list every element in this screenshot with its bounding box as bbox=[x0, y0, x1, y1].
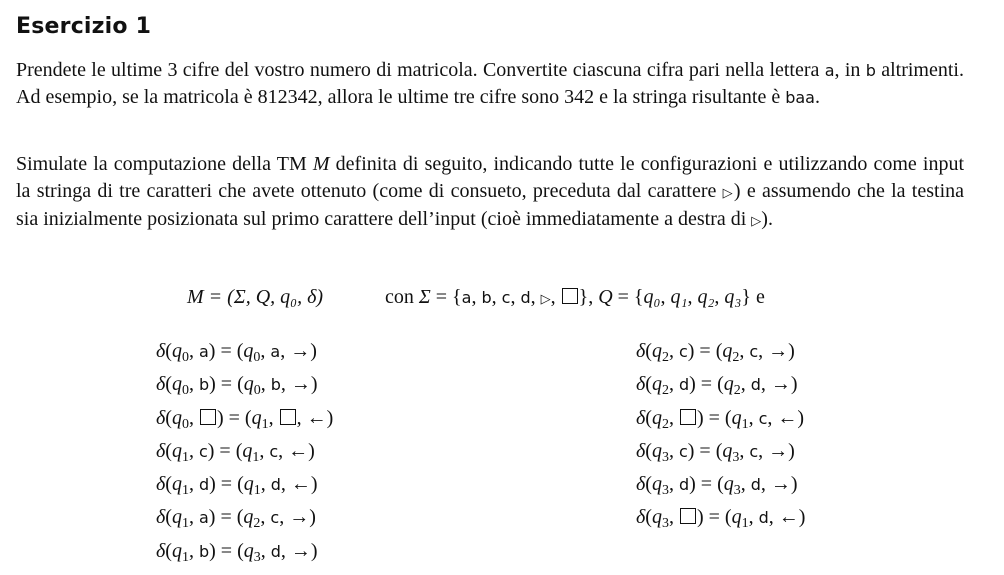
write-symbol: c bbox=[749, 342, 759, 361]
blank-symbol-icon bbox=[562, 288, 578, 304]
move-arrow-icon: → bbox=[768, 439, 789, 462]
conjunction: e bbox=[755, 286, 765, 308]
write-symbol: c bbox=[269, 441, 279, 461]
state-index: 3 bbox=[661, 483, 669, 499]
q-symbol: Q bbox=[598, 286, 613, 308]
next-state-index: 3 bbox=[253, 549, 261, 565]
move-arrow-icon: → bbox=[290, 539, 311, 562]
read-symbol: d bbox=[678, 375, 690, 395]
state-index: 0 bbox=[181, 383, 189, 399]
next-state-index: 1 bbox=[741, 516, 749, 532]
next-state-symbol: q bbox=[723, 373, 734, 396]
delta-symbol: δ bbox=[636, 439, 646, 462]
state-symbol: q₂ bbox=[697, 286, 715, 308]
delta-symbol: δ bbox=[156, 506, 166, 529]
move-arrow-icon: ← bbox=[290, 473, 311, 496]
state-symbol: q bbox=[651, 373, 662, 396]
next-state-symbol: q bbox=[243, 473, 254, 496]
para2-text: definita di seguito, indicando tutte le configurazioni e utilizzando come input la stringa di tre caratteri che avete ottenuto (come di consueto, preceduta dal carattere bbox=[16, 153, 964, 202]
para2-text: ). bbox=[761, 208, 773, 230]
state-symbol: q bbox=[171, 439, 182, 462]
write-symbol: a bbox=[270, 342, 281, 361]
alphabet-symbol: b bbox=[481, 288, 492, 307]
delta-symbol: δ bbox=[636, 340, 646, 362]
move-arrow-icon: ← bbox=[778, 506, 799, 529]
read-symbol: c bbox=[678, 342, 688, 361]
state-symbol: q bbox=[171, 406, 182, 429]
state-symbol: q bbox=[651, 340, 662, 362]
state-symbol: q bbox=[651, 473, 662, 496]
transition-rule: $\delta(q_3$, ) = ($q_1$, d, ←) bbox=[636, 506, 806, 532]
transition-rule: $\delta(q_3$, $c) = (q_3$, c, →) bbox=[636, 439, 795, 465]
move-arrow-icon: ← bbox=[288, 439, 309, 462]
exercise-title: Esercizio 1 bbox=[16, 14, 152, 39]
letter-b: b bbox=[865, 61, 876, 80]
next-state-symbol: q bbox=[251, 406, 262, 429]
next-state-index: 2 bbox=[732, 350, 740, 365]
next-state-index: 3 bbox=[733, 483, 741, 499]
delta-symbol: δ bbox=[156, 373, 166, 396]
state-index: 0 bbox=[181, 416, 189, 432]
delta-symbol: δ bbox=[156, 473, 166, 496]
delta-symbol: δ bbox=[156, 340, 166, 362]
state-symbol: q₃ bbox=[724, 286, 742, 308]
read-symbol: d bbox=[678, 475, 690, 495]
delta-symbol: δ bbox=[156, 406, 166, 429]
read-symbol: a bbox=[198, 342, 209, 361]
example-string: baa bbox=[785, 88, 815, 107]
read-symbol: a bbox=[198, 508, 209, 528]
transition-rule: $\delta(q_2$, $d) = (q_2$, d, →) bbox=[636, 373, 798, 399]
write-symbol: d bbox=[758, 508, 769, 528]
alphabet-symbol: c bbox=[501, 288, 511, 307]
state-symbol: q bbox=[651, 439, 662, 462]
delta-symbol: δ bbox=[636, 473, 646, 496]
next-state-index: 1 bbox=[261, 416, 269, 432]
transition-rule: $\delta(q_1$, $c) = (q_1$, c, ←) bbox=[156, 439, 315, 465]
next-state-index: 0 bbox=[253, 383, 261, 399]
move-arrow-icon: ← bbox=[306, 406, 327, 429]
left-end-marker-icon: ▷ bbox=[751, 213, 762, 228]
alphabet-symbol: d bbox=[520, 288, 531, 307]
state-index: 1 bbox=[181, 549, 189, 565]
letter-a: a bbox=[824, 61, 835, 80]
state-symbol: q bbox=[171, 506, 182, 529]
delta-symbol: δ bbox=[156, 439, 166, 462]
machine-tuple: M = (Σ, Q, q₀, δ) bbox=[187, 286, 324, 308]
next-state-symbol: q bbox=[242, 439, 253, 462]
transition-rule: $\delta(q_0$, $a) = (q_0$, a, →) bbox=[156, 340, 317, 365]
write-symbol: d bbox=[750, 475, 761, 495]
state-symbol: q bbox=[171, 539, 182, 562]
move-arrow-icon: → bbox=[770, 373, 791, 396]
para1-text: altrimenti. Ad esempio, se la matricola è 812342, allora le ultime tre cifre sono 342 e la stringa risultante è bbox=[16, 59, 964, 108]
left-end-marker-icon: ▷ bbox=[722, 185, 734, 200]
next-state-symbol: q bbox=[243, 506, 254, 529]
write-symbol: d bbox=[270, 541, 281, 561]
next-state-symbol: q bbox=[243, 340, 254, 362]
delta-symbol: δ bbox=[636, 373, 646, 396]
transition-rule: $\delta(q_0$, ) = ($q_1$, , ←) bbox=[156, 406, 334, 432]
blank-symbol-icon bbox=[280, 409, 296, 425]
write-symbol: c bbox=[270, 508, 280, 528]
next-state-index: 1 bbox=[252, 449, 260, 465]
para1-text: . bbox=[814, 86, 820, 108]
state-symbol: q bbox=[171, 473, 182, 496]
write-symbol: c bbox=[758, 408, 768, 428]
read-symbol: b bbox=[198, 375, 210, 395]
state-index: 2 bbox=[661, 416, 669, 432]
delta-symbol: δ bbox=[156, 539, 166, 562]
next-state-symbol: q bbox=[731, 506, 742, 529]
next-state-index: 1 bbox=[253, 483, 261, 499]
next-state-index: 3 bbox=[732, 449, 740, 465]
next-state-symbol: q bbox=[731, 406, 742, 429]
move-arrow-icon: → bbox=[770, 473, 791, 496]
read-symbol: b bbox=[198, 541, 210, 561]
blank-symbol-icon bbox=[680, 508, 696, 524]
alphabet-symbol: a bbox=[461, 288, 472, 307]
con-word: con bbox=[385, 286, 414, 308]
state-symbol: q₁ bbox=[670, 286, 688, 308]
transition-list-left bbox=[156, 336, 333, 569]
write-symbol: d bbox=[750, 375, 761, 395]
para1-text: , in bbox=[834, 59, 866, 81]
simulation-paragraph bbox=[16, 151, 964, 234]
state-symbol: q bbox=[651, 406, 662, 429]
state-index: 0 bbox=[181, 350, 189, 365]
state-index: 3 bbox=[661, 449, 669, 465]
state-index: 1 bbox=[181, 483, 189, 499]
transition-rule: $\delta(q_1$, $d) = (q_1$, d, ←) bbox=[156, 473, 318, 499]
transition-rule: $\delta(q_3$, $d) = (q_3$, d, →) bbox=[636, 473, 798, 499]
next-state-index: 2 bbox=[733, 383, 741, 399]
next-state-index: 1 bbox=[741, 416, 749, 432]
machine-symbol: M bbox=[312, 153, 330, 175]
blank-symbol-icon bbox=[200, 409, 216, 425]
read-symbol: c bbox=[198, 441, 208, 461]
next-state-symbol: q bbox=[722, 340, 733, 362]
transition-rule: $\delta(q_1$, $a) = (q_2$, c, →) bbox=[156, 506, 316, 532]
move-arrow-icon: → bbox=[290, 340, 311, 362]
delta-symbol: δ bbox=[636, 506, 646, 529]
state-symbol: q bbox=[171, 340, 182, 362]
write-symbol: c bbox=[749, 441, 759, 461]
read-symbol: c bbox=[678, 441, 688, 461]
next-state-symbol: q bbox=[243, 373, 254, 396]
para1-text: Prendete le ultime 3 cifre del vostro numero di matricola. Convertite ciascuna cifra pari nella lettera bbox=[16, 59, 825, 81]
delta-symbol: δ bbox=[636, 406, 646, 429]
state-index: 2 bbox=[661, 350, 669, 365]
next-state-index: 2 bbox=[253, 516, 261, 532]
move-arrow-icon: ← bbox=[777, 406, 798, 429]
left-end-marker-icon: ▷ bbox=[540, 291, 551, 306]
transition-list-right bbox=[636, 336, 805, 536]
next-state-index: 0 bbox=[253, 350, 261, 365]
instructions-paragraph bbox=[16, 57, 964, 111]
next-state-symbol: q bbox=[723, 473, 734, 496]
transition-rule: $\delta(q_2$, $c) = (q_2$, c, →) bbox=[636, 340, 795, 365]
state-index: 1 bbox=[181, 516, 189, 532]
next-state-symbol: q bbox=[243, 539, 254, 562]
move-arrow-icon: → bbox=[289, 506, 310, 529]
move-arrow-icon: → bbox=[768, 340, 789, 362]
transition-rule: $\delta(q_2$, ) = ($q_1$, c, ←) bbox=[636, 406, 805, 432]
para2-text: ) e assumendo che la testina sia inizialmente posizionata sul primo carattere dell’input (cioè immediatamente a destra di bbox=[16, 180, 964, 230]
transition-rule: $\delta(q_0$, $b) = (q_0$, b, →) bbox=[156, 373, 318, 399]
state-index: 1 bbox=[181, 449, 189, 465]
blank-symbol-icon bbox=[680, 409, 696, 425]
state-index: 3 bbox=[661, 516, 669, 532]
alphabet-and-states: con Σ = {a, b, c, d, ▷, }, Q = {q₀, q₁, q₂, q₃} e bbox=[385, 286, 765, 308]
state-index: 2 bbox=[661, 383, 669, 399]
write-symbol: d bbox=[270, 475, 281, 495]
write-symbol: b bbox=[270, 375, 281, 395]
state-symbol: q₀ bbox=[643, 286, 661, 308]
state-symbol: q bbox=[171, 373, 182, 396]
move-arrow-icon: → bbox=[290, 373, 311, 396]
transition-rule: $\delta(q_1$, $b) = (q_3$, d, →) bbox=[156, 539, 318, 565]
sigma-symbol: Σ bbox=[418, 286, 431, 308]
read-symbol: d bbox=[198, 475, 210, 495]
next-state-symbol: q bbox=[722, 439, 733, 462]
state-symbol: q bbox=[651, 506, 662, 529]
para2-text: Simulate la computazione della TM bbox=[16, 153, 313, 175]
